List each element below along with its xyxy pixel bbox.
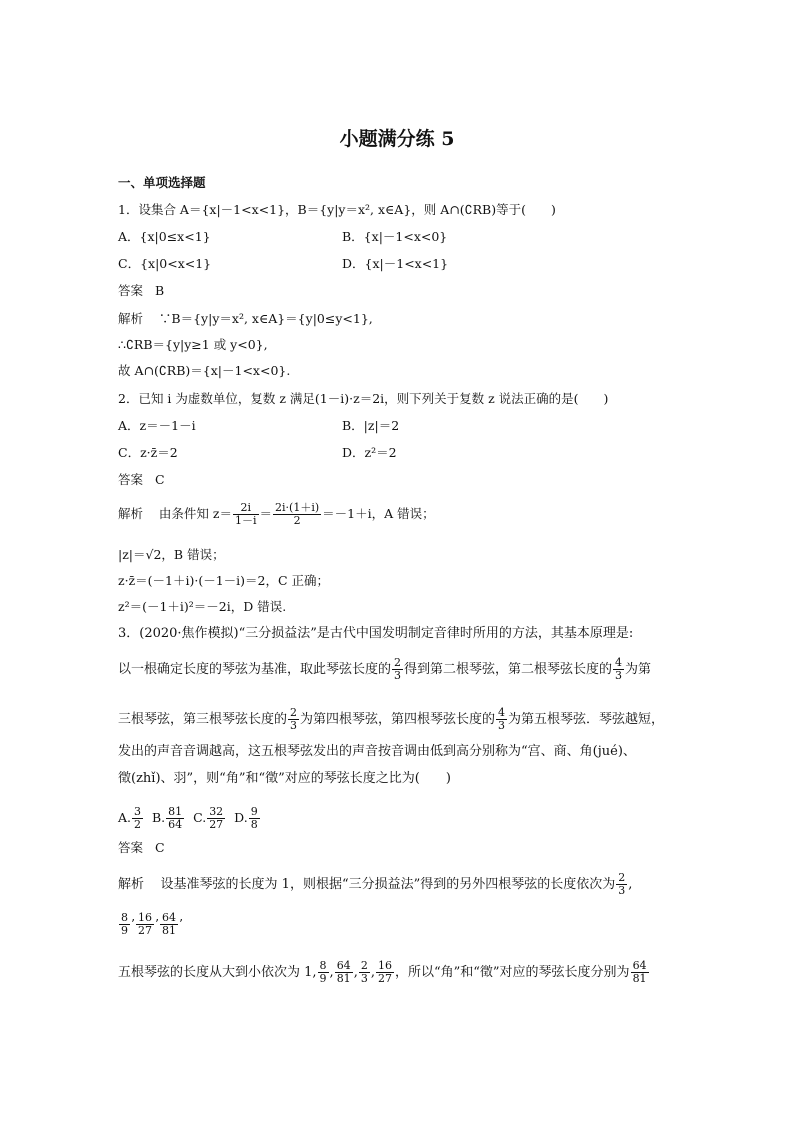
stem-text: 为第: [625, 662, 652, 677]
punct: ,: [353, 965, 358, 980]
numerator: 4: [615, 656, 623, 669]
stem-text: 三根琴弦，第三根琴弦长度的: [118, 712, 288, 727]
answer-value: B: [154, 283, 165, 298]
fraction-2-3: [288, 707, 299, 732]
analysis-label: 解析: [118, 877, 145, 892]
stem-text: 得到第二根琴弦，第二根琴弦长度的: [404, 662, 613, 677]
denominator: 27: [137, 924, 152, 937]
q1-stem: 1．设集合 A＝{x|－1<x<1}，B＝{y|y＝x², x∈A}，则 A∩(∁RB)等于( ): [118, 202, 556, 217]
q1-option-b: B．{x|－1<x<0}: [342, 229, 448, 244]
fraction-64-81: [335, 960, 353, 985]
numerator: 16: [377, 959, 392, 972]
q2-option-a: A．z＝－1－i: [118, 418, 196, 433]
q1-analysis-1: [118, 311, 373, 327]
fraction: [233, 502, 259, 527]
q2-option-c: C．z·z̄＝2: [118, 445, 178, 460]
option-b: B.: [151, 810, 166, 825]
q3-analysis-3: [118, 960, 650, 985]
q3-stem-2: [118, 657, 651, 682]
numerator: 4: [498, 706, 506, 719]
analysis-text: ＝: [259, 506, 273, 521]
denominator: 9: [319, 972, 327, 985]
denominator: 81: [632, 972, 647, 985]
option-c: C.: [193, 810, 207, 825]
denominator: 3: [615, 669, 623, 682]
q1-analysis-3: 故 A∩(∁RB)＝{x|－1<x<0}.: [118, 363, 291, 378]
answer-value: C: [154, 840, 165, 855]
fraction-16-27: [136, 912, 154, 937]
answer-label: 答案: [118, 283, 144, 298]
numerator: 2: [360, 959, 368, 972]
denominator: 27: [209, 818, 224, 831]
answer-label: 答案: [118, 472, 144, 487]
q2-option-b: B．|z|＝2: [342, 418, 400, 433]
q1-analysis-2: ∴∁RB＝{y|y≥1 或 y<0},: [118, 337, 268, 352]
stem-text: 为第四根琴弦，第四根琴弦长度的: [300, 712, 496, 727]
numerator: 32: [209, 805, 224, 818]
denominator: 1－i: [234, 514, 257, 527]
fraction-2-3: [392, 657, 403, 682]
q2-analysis-3: z·z̄＝(－1＋i)·(－1－i)＝2，C 正确；: [118, 573, 330, 588]
denominator: 3: [394, 669, 402, 682]
numerator: 9: [250, 805, 258, 818]
analysis-text: 五根琴弦的长度从大到小依次为 1,: [118, 965, 317, 980]
q2-analysis-4: z²＝(－1＋i)²＝－2i，D 错误.: [118, 599, 287, 614]
denominator: 2: [293, 514, 301, 527]
fraction-8-9: [119, 912, 130, 937]
q1-answer: [118, 283, 164, 299]
fraction-3-2: [132, 806, 143, 831]
q2-analysis-1: [118, 502, 435, 527]
numerator: 2: [290, 706, 298, 719]
denominator: 3: [618, 884, 626, 897]
analysis-text: ，所以“角”和“徵”对应的琴弦长度分别为: [394, 965, 630, 980]
fraction-2-3: [616, 872, 627, 897]
q3-stem-3: [118, 707, 664, 732]
denominator: 9: [121, 924, 128, 937]
analysis-text: ∵B＝{y|y＝x², x∈A}＝{y|0≤y<1},: [158, 311, 373, 326]
answer-label: 答案: [118, 840, 144, 855]
numerator: 64: [336, 959, 351, 972]
numerator: 16: [137, 911, 152, 924]
fraction-16-27: [376, 960, 394, 985]
analysis-text: ＝－1＋i，A 错误；: [322, 506, 435, 521]
fraction-32-27: [207, 806, 225, 831]
analysis-text: 由条件知 z＝: [158, 506, 232, 521]
denominator: 81: [161, 924, 176, 937]
punct: ,: [628, 877, 633, 892]
punct: ,: [370, 965, 375, 980]
fraction-4-3: [496, 707, 507, 732]
denominator: 81: [336, 972, 351, 985]
numerator: 8: [319, 959, 327, 972]
q1-option-c: C．{x|0<x<1}: [118, 256, 212, 271]
numerator: 2i: [233, 502, 259, 515]
numerator: 8: [121, 911, 128, 924]
stem-text: 为第五根琴弦．琴弦越短，: [508, 712, 665, 727]
fraction: [273, 502, 321, 527]
q3-stem-1: 3．(2020·焦作模拟)“三分损益法”是古代中国发明制定音律时所用的方法，其基本原理是:: [118, 626, 634, 641]
page-title: 小题满分练 5: [339, 128, 455, 150]
q2-answer: [118, 472, 165, 488]
fraction-4-3: [613, 657, 624, 682]
denominator: 3: [498, 719, 506, 732]
denominator: 27: [377, 972, 392, 985]
punct: ,: [329, 965, 334, 980]
section-heading: 一、单项选择题: [118, 175, 206, 190]
q1-option-d: D．{x|－1<x<1}: [342, 256, 449, 271]
numerator: 3: [134, 805, 142, 818]
denominator: 3: [290, 719, 298, 732]
option-d: D.: [234, 810, 248, 825]
analysis-label: 解析: [118, 311, 144, 326]
fraction-2-3: [359, 960, 370, 985]
numerator: 81: [168, 805, 183, 818]
denominator: 2: [134, 818, 142, 831]
analysis-text: 设基准琴弦的长度为 1，则根据“三分损益法”得到的另外四根琴弦的长度依次为: [160, 877, 616, 892]
fraction-64-81: [160, 912, 178, 937]
q2-option-d: D．z²＝2: [342, 445, 397, 460]
stem-text: 以一根确定长度的琴弦为基准，取此琴弦长度的: [118, 662, 392, 677]
numerator: 2: [394, 656, 402, 669]
numerator: 64: [632, 959, 647, 972]
denominator: 64: [168, 818, 183, 831]
option-a: A.: [118, 810, 132, 825]
q3-stem-4: 发出的声音音调越高，这五根琴弦发出的声音按音调由低到高分别称为“宫、商、角(jué)、: [118, 744, 636, 759]
q3-analysis-2: [118, 912, 183, 937]
analysis-label: 解析: [118, 506, 144, 521]
numerator: 2i·(1＋i): [275, 501, 320, 514]
fraction-8-9: [318, 960, 329, 985]
fraction-9-8: [249, 806, 260, 831]
fraction-81-64: [166, 806, 184, 831]
q3-analysis-1: [118, 872, 632, 897]
punct: ’: [131, 916, 135, 931]
denominator: 8: [250, 818, 258, 831]
numerator: 64: [161, 911, 176, 924]
numerator: 2: [618, 871, 626, 884]
q1-option-a: A．{x|0≤x<1}: [118, 229, 211, 244]
fraction-64-81: [631, 960, 649, 985]
q3-stem-5: 徵(zhǐ)、羽”，则“角”和“徵”对应的琴弦长度之比为( ): [118, 771, 451, 786]
answer-value: C: [154, 472, 165, 487]
q2-stem: 2．已知 i 为虚数单位，复数 z 满足(1－i)·z＝2i，则下列关于复数 z 说法正确的是( ): [118, 391, 609, 406]
punct: ’: [178, 916, 183, 931]
q3-answer: [118, 840, 165, 856]
punct: ’: [154, 916, 159, 931]
denominator: 3: [360, 972, 368, 985]
q2-analysis-2: |z|＝√2，B 错误；: [118, 547, 225, 562]
q3-options: [118, 806, 261, 831]
